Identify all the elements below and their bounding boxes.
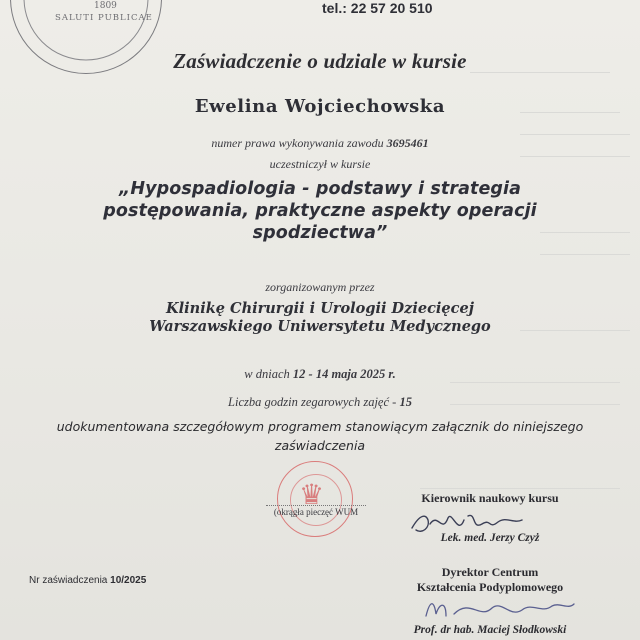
seal-motto: SALUTI PUBLICAE (55, 13, 153, 23)
dates-value: 12 - 14 maja 2025 r. (292, 367, 396, 381)
course-title (0, 178, 640, 244)
documentation-note (0, 417, 640, 455)
course-title-line: spodziectwa” (252, 223, 388, 243)
hours-value: 15 (399, 395, 412, 409)
bleed-line (520, 134, 630, 135)
official-stamp (277, 461, 353, 537)
license-number: 3695461 (386, 136, 429, 150)
director-title-line: Kształcenia Podyplomowego (416, 580, 564, 594)
documentation-line: zaświadczenia (274, 438, 366, 453)
certificate-number (29, 575, 146, 586)
scientific-head-name-block (390, 532, 590, 544)
scientific-head-name: Lek. med. Jerzy Czyż (440, 532, 540, 544)
certificate-number-label: Nr zaświadczenia (29, 575, 108, 586)
director-name: Prof. dr hab. Maciej Słodkowski (413, 624, 567, 636)
course-title-line: „Hypospadiologia - podstawy i strategia (118, 179, 522, 199)
seal-year: 1809 (94, 1, 117, 11)
bleed-line (540, 254, 630, 255)
scientific-head-block (390, 491, 590, 506)
director-block (390, 565, 590, 595)
stamp-caption: (okrągła pieczęć WUM (266, 505, 366, 517)
license-line (0, 136, 640, 151)
dates-prefix: w dniach (244, 367, 290, 381)
director-signature (420, 596, 580, 622)
eagle-icon: ♛ (299, 478, 325, 511)
director-name-block (390, 624, 590, 636)
organizer-line: Klinikę Chirurgii i Urologii Dziecięcej (166, 300, 474, 317)
documentation-line: udokumentowana szczegółowym programem stanowiącym załącznik do niniejszego (56, 419, 584, 434)
certificate-number-value: 10/2025 (110, 575, 147, 586)
hours-label: Liczba godzin zegarowych zajęć - (228, 395, 397, 409)
organized-by-text: zorganizowanym przez (265, 280, 375, 294)
phone-number: tel.: 22 57 20 510 (322, 0, 433, 16)
license-label: numer prawa wykonywania zawodu (211, 136, 384, 150)
bleed-line (450, 382, 620, 383)
certificate-title: Zaświadczenie o udziale w kursie (173, 49, 467, 73)
bleed-line (420, 488, 620, 489)
organizer-line: Warszawskiego Uniwersytetu Medycznego (149, 318, 491, 335)
participated-text: uczestniczył w kursie (269, 157, 371, 171)
scientific-head-title: Kierownik naukowy kursu (421, 491, 559, 505)
course-hours (0, 395, 640, 410)
course-title-line: postępowania, praktyczne aspekty operacji (103, 201, 537, 221)
participant-name: Ewelina Wojciechowska (194, 96, 446, 117)
organizer (0, 300, 640, 336)
director-title-line: Dyrektor Centrum (441, 565, 539, 579)
course-dates (0, 367, 640, 382)
